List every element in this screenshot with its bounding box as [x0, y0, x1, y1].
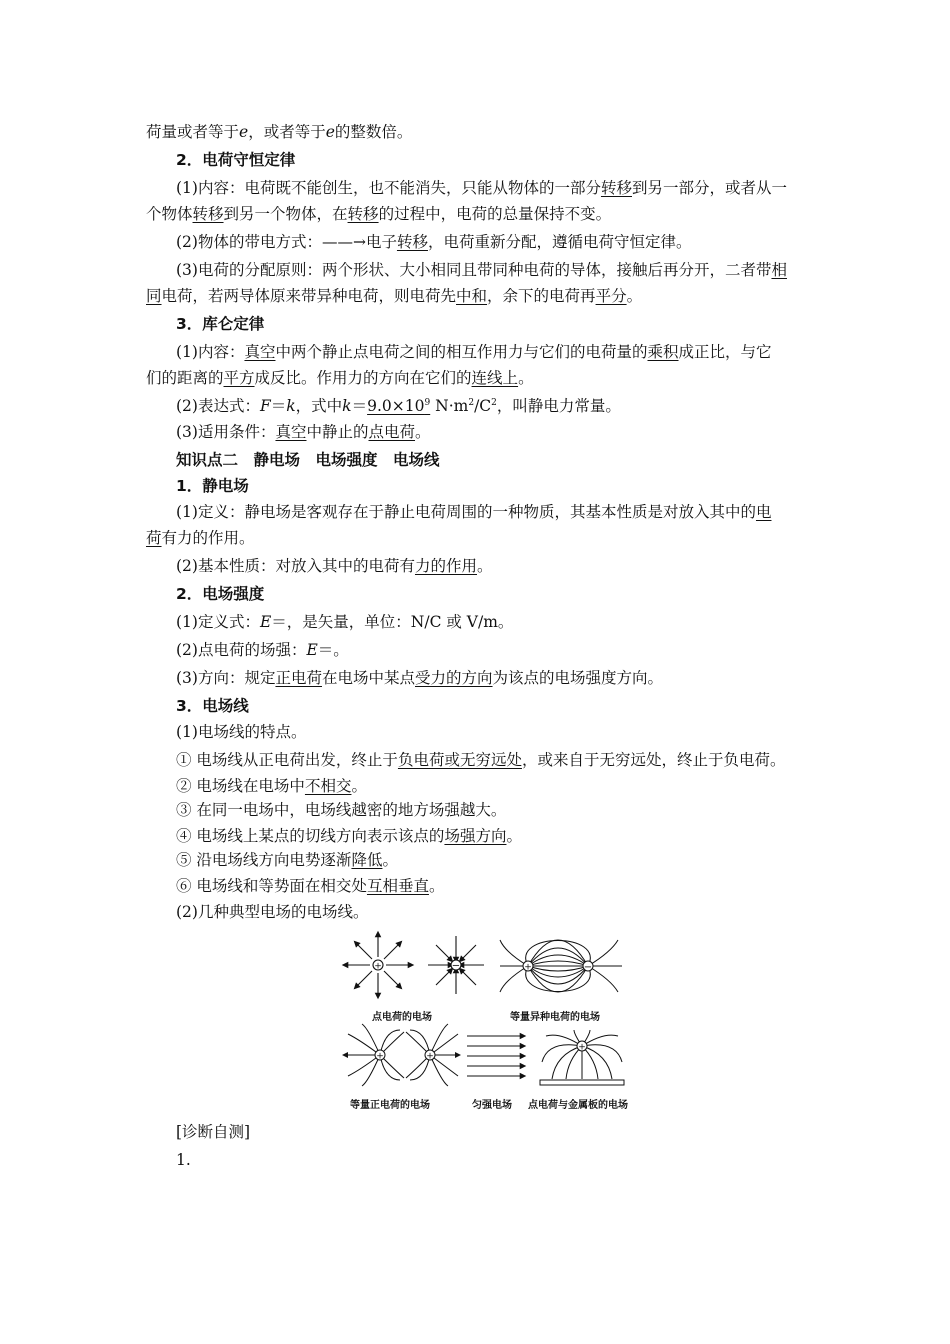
positive-sign: +: [374, 961, 382, 972]
opposite-charges-diagram: [500, 940, 622, 992]
heading-knowledge-point-2: 知识点二 静电场 电场强度 电场线: [176, 451, 440, 469]
paragraph-field-line-features: (1)电场线的特点。: [176, 723, 307, 741]
paragraph-coulomb-formula: (2)表达式：F＝k，式中$k=9.0\times 10^9$ $N\cdot m^2/C^2$，叫静电力常量。: [176, 397, 621, 415]
paragraph-strength-definition: (1)定义式：E＝，是矢量，单位：N/C 或 V/m。: [176, 613, 514, 631]
same-positive-sign-right: +: [426, 1051, 434, 1062]
question-number-1: 1.: [176, 1151, 191, 1169]
opposite-positive-sign: +: [524, 962, 532, 973]
list-item-3: ③ 在同一电场中，电场线越密的地方场强越大。: [176, 801, 507, 819]
list-item-1: ① 电场线从正电荷出发，终止于负电荷或无穷远处，或来自于无穷远处，终止于负电荷。: [176, 751, 786, 769]
paragraph-field-definition: (1)定义：静电场是客观存在于静止电荷周围的一种物质，其基本性质是对放入其中的电: [176, 503, 772, 521]
paragraph-coulomb-conditions: (3)适用条件：真空中静止的点电荷。: [176, 423, 431, 441]
paragraph-distribution-rule-cont: 同电荷，若两导体原来带异种电荷，则电荷先中和，余下的电荷再平分。: [146, 287, 643, 305]
same-positive-sign-left: +: [376, 1051, 384, 1062]
paragraph-coulomb-content: (1)内容：真空中两个静止点电荷之间的相互作用力与它们的电荷量的乘积成正比，与它: [176, 343, 772, 361]
paragraph-typical-fields: (2)几种典型电场的电场线。: [176, 903, 369, 921]
paragraph-conservation-content-cont: 个物体转移到另一个物体，在转移的过程中，电荷的总量保持不变。: [146, 205, 612, 223]
plate-charge-sign: +: [578, 1042, 586, 1053]
opposite-negative-sign: −: [583, 962, 593, 973]
caption-same-charges: 等量正电荷的电场: [350, 1100, 430, 1111]
paragraph-field-property: (2)基本性质：对放入其中的电荷有力的作用。: [176, 557, 493, 575]
caption-uniform-field: 匀强电场: [472, 1100, 512, 1111]
list-item-5: ⑤ 沿电场线方向电势逐渐降低。: [176, 851, 398, 869]
heading-field-lines: 3．电场线: [176, 697, 249, 715]
paragraph-strength-direction: (3)方向：规定正电荷在电场中某点受力的方向为该点的电场强度方向。: [176, 669, 664, 687]
caption-charge-plate: 点电荷与金属板的电场: [528, 1100, 628, 1111]
paragraph-point-charge-strength: (2)点电荷的场强：E＝。: [176, 641, 349, 659]
heading-electrostatic-field: 1．静电场: [176, 477, 249, 495]
list-item-2: ② 电场线在电场中不相交。: [176, 777, 367, 795]
charge-plate-diagram: [540, 1030, 624, 1085]
heading-charge-conservation: 2．电荷守恒定律: [176, 151, 296, 169]
paragraph-conservation-content: (1)内容：电荷既不能创生，也不能消失，只能从物体的一部分转移到另一部分，或者从一: [176, 179, 787, 197]
paragraph-intro-tail: 荷量或者等于e，或者等于e的整数倍。: [146, 123, 413, 141]
same-charges-diagram: [345, 1024, 458, 1086]
heading-diagnostic-test: [诊断自测]: [176, 1123, 251, 1141]
paragraph-charging-method: (2)物体的带电方式：——→电子转移，电荷重新分配，遵循电荷守恒定律。: [176, 233, 692, 251]
heading-field-strength: 2．电场强度: [176, 585, 265, 603]
paragraph-distribution-rule: (3)电荷的分配原则：两个形状、大小相同且带同种电荷的导体，接触后再分开，二者带相: [176, 261, 787, 279]
list-item-4: ④ 电场线上某点的切线方向表示该点的场强方向。: [176, 827, 522, 845]
caption-point-charge: 点电荷的电场: [372, 1012, 432, 1023]
caption-opposite-charges: 等量异种电荷的电场: [510, 1012, 600, 1023]
negative-sign: −: [451, 960, 461, 972]
paragraph-coulomb-content-cont: 们的距离的平方成反比。作用力的方向在它们的连线上。: [146, 369, 534, 387]
heading-coulomb-law: 3．库仑定律: [176, 315, 265, 333]
paragraph-field-definition-cont: 荷有力的作用。: [146, 529, 255, 547]
uniform-field-diagram: [467, 1036, 523, 1076]
list-item-6: ⑥ 电场线和等势面在相交处互相垂直。: [176, 877, 445, 895]
